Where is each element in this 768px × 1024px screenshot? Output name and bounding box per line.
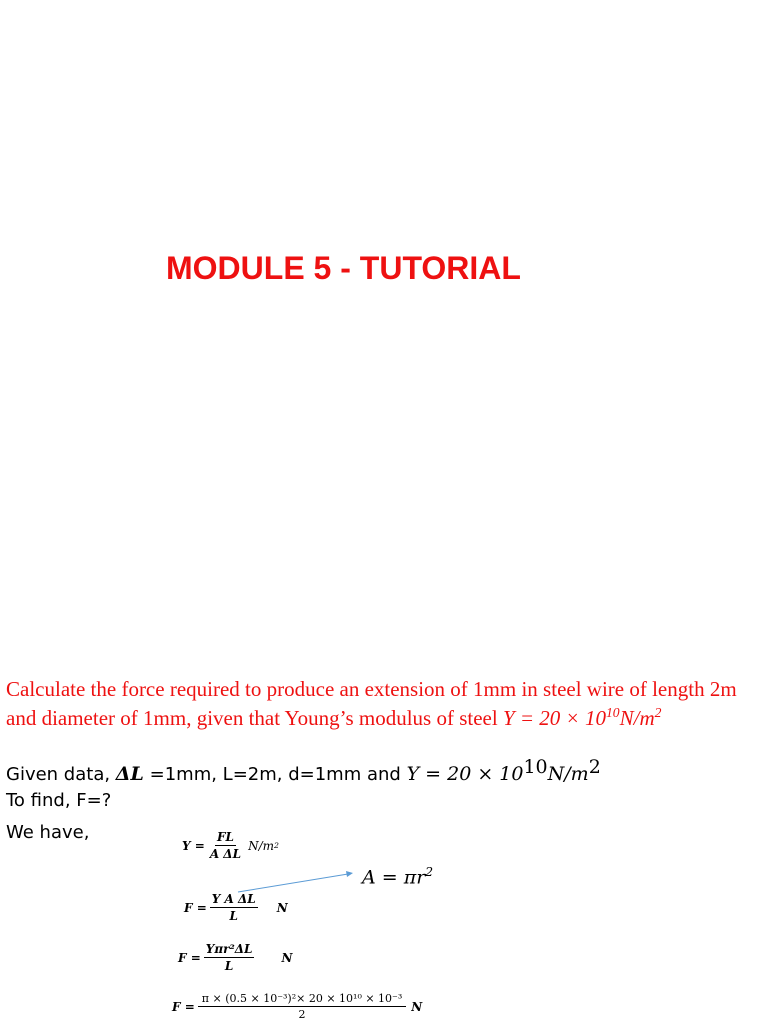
eq3-fraction: [204, 942, 255, 973]
equation-force-3: [172, 992, 422, 1021]
question-body: Calculate the force required to produce an extension of 1mm in steel wire of length 2m and diameter of 1mm, given that Young’s modulus of steel: [6, 677, 737, 730]
question-exp: 10: [605, 705, 620, 720]
question-unit-exp: 2: [654, 705, 662, 720]
to-find-line: To find, F=?: [6, 790, 112, 811]
given-y-expr: Y = 20 × 10: [406, 763, 524, 785]
eq1-denominator: A ΔL: [209, 847, 242, 861]
given-unit: N/m: [547, 763, 589, 785]
eq1-unit-exp: 2: [273, 841, 279, 850]
eq2-denominator: L: [229, 909, 238, 923]
eq2-lhs: F =: [184, 900, 207, 915]
eq4-lhs: F =: [172, 999, 195, 1014]
area-exp: 2: [425, 865, 434, 879]
eq4-numerator: π × (0.5 × 10⁻³)²× 20 × 10¹⁰ × 10⁻³: [198, 992, 407, 1007]
we-have-line: We have,: [6, 822, 90, 843]
equation-force-2: [178, 942, 292, 973]
eq1-unit: N/m: [248, 838, 274, 853]
given-delta-l: ΔL: [115, 763, 144, 785]
given-exp: 10: [523, 756, 548, 778]
eq2-unit: N: [276, 900, 288, 915]
eq3-denominator: L: [224, 959, 234, 973]
eq1-lhs: Y =: [182, 838, 205, 853]
question-unit: N/m: [619, 706, 655, 730]
eq1-numerator: FL: [216, 830, 234, 844]
eq4-unit: N: [411, 999, 423, 1014]
eq2-numerator: Y A ΔL: [211, 892, 256, 906]
given-rest: =1mm, L=2m, d=1mm and: [143, 764, 407, 785]
eq4-denominator: 2: [298, 1008, 306, 1021]
eq3-numerator: Yπr²ΔL: [205, 942, 253, 956]
eq3-unit: N: [281, 950, 293, 965]
equation-force-1: [184, 892, 288, 923]
given-unit-exp: 2: [588, 756, 601, 778]
eq3-lhs: F =: [178, 950, 201, 965]
area-lhs: A = πr: [362, 866, 426, 889]
given-prefix: Given data,: [6, 764, 116, 785]
eq4-fraction: [198, 992, 407, 1021]
arrow-line: [238, 874, 348, 892]
question-math: Y = 20 × 10: [502, 706, 606, 730]
eq2-fraction: [210, 892, 258, 923]
arrow-head: [346, 871, 353, 877]
page-title: MODULE 5 - TUTORIAL: [166, 250, 521, 286]
